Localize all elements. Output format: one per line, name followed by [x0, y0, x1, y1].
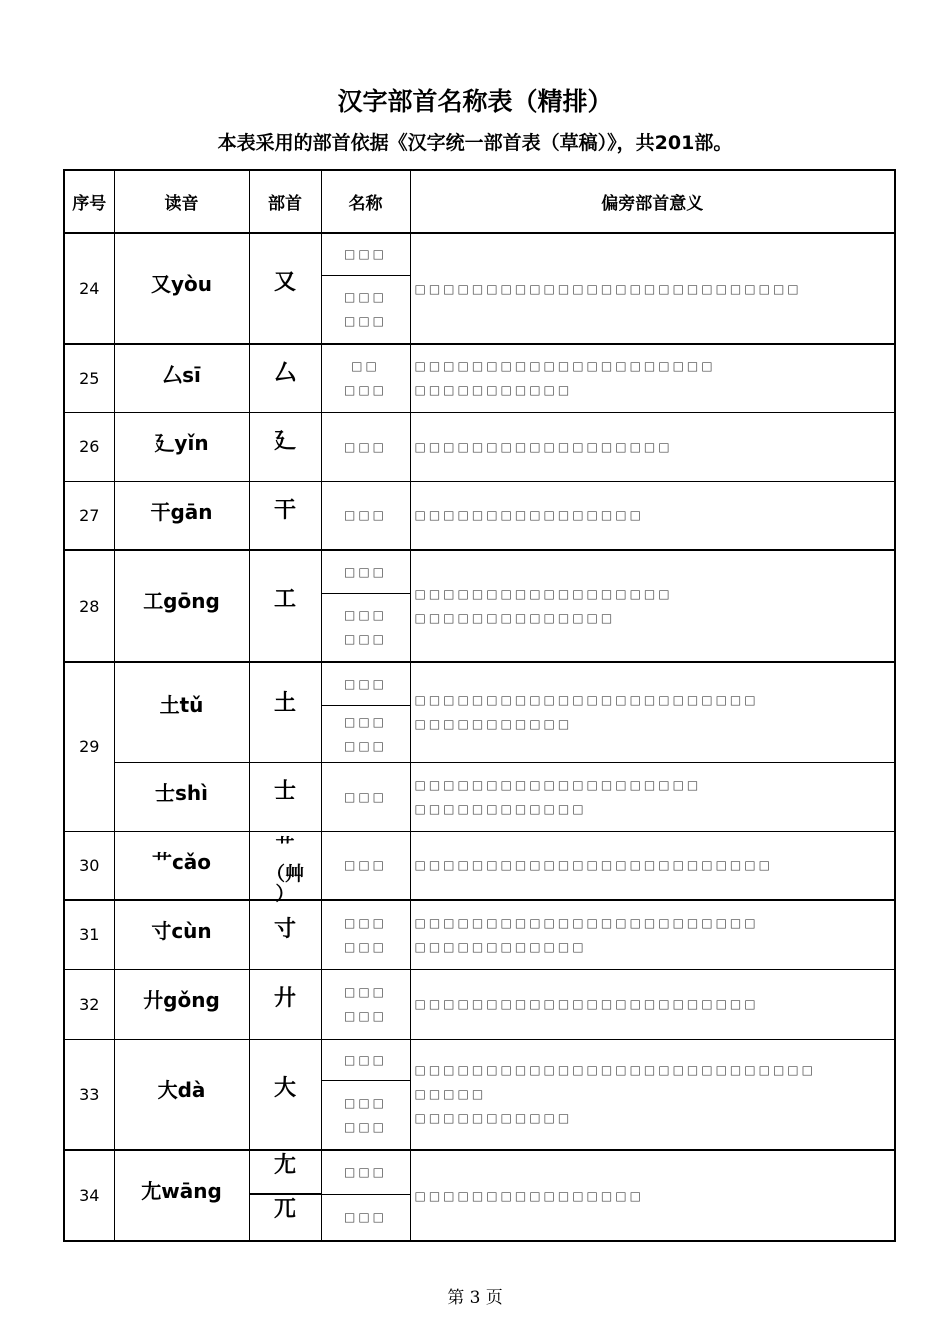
row-reading: 廴yǐn [114, 412, 249, 481]
row-meaning: □□□□□□□□□□□□□□□□□□ □□□□□□□□□□□□□□ [410, 550, 895, 662]
row-reading: 工gōng [114, 550, 249, 662]
row-reading: 尢wāng [114, 1150, 249, 1241]
table-header [64, 170, 895, 233]
row-meaning: □□□□□□□□□□□□□□□□□□□□□□□□□□□□ □□□□□ □□□□□□□□□□□ [410, 1039, 895, 1150]
row-reading: 廾gǒng [114, 969, 249, 1039]
row-seq: 34 [64, 1150, 114, 1241]
header-reading: 读音 [114, 170, 249, 233]
row-meaning: □□□□□□□□□□□□□□□□□□□□□ □□□□□□□□□□□ [410, 344, 895, 412]
table-row [64, 662, 895, 705]
table-row [64, 550, 895, 593]
row-radical: 干 [249, 481, 321, 550]
row-name: □□□ [321, 662, 410, 705]
row-seq: 27 [64, 481, 114, 550]
header-radical: 部首 [249, 170, 321, 233]
table-row [64, 831, 895, 900]
row-radical: 兀 [249, 1194, 321, 1241]
table-row [64, 762, 895, 831]
row-seq: 24 [64, 233, 114, 344]
row-meaning: □□□□□□□□□□□□□□□□□□□□□□□□ [410, 969, 895, 1039]
header-seq: 序号 [64, 170, 114, 233]
table-row [64, 344, 895, 412]
row-radical: 廴 [249, 412, 321, 481]
row-name: □□ □□□ [321, 344, 410, 412]
row-name: □□□ [321, 481, 410, 550]
row-radical: 廾 [249, 969, 321, 1039]
row-name: □□□ □□□ [321, 275, 410, 344]
row-name: □□□ □□□ [321, 705, 410, 762]
row-radical: 厶 [249, 344, 321, 412]
table-row [64, 481, 895, 550]
table-row [64, 900, 895, 969]
row-name: □□□ [321, 412, 410, 481]
row-meaning: □□□□□□□□□□□□□□□□□□□□□□□□ □□□□□□□□□□□□ [410, 900, 895, 969]
row-reading: 士shì [114, 762, 249, 831]
table-row [64, 412, 895, 481]
row-reading: 寸cùn [114, 900, 249, 969]
row-seq: 31 [64, 900, 114, 969]
row-reading: 大dà [114, 1039, 249, 1150]
row-seq: 33 [64, 1039, 114, 1150]
row-name: □□□ [321, 550, 410, 593]
row-meaning: □□□□□□□□□□□□□□□□□□□□ □□□□□□□□□□□□ [410, 762, 895, 831]
row-seq: 26 [64, 412, 114, 481]
table-row [64, 233, 895, 275]
table-row [64, 969, 895, 1039]
row-meaning: □□□□□□□□□□□□□□□□ [410, 1150, 895, 1241]
row-reading: 厶sī [114, 344, 249, 412]
row-radical: 大 [249, 1039, 321, 1150]
row-radical: 士 [249, 762, 321, 831]
row-meaning: □□□□□□□□□□□□□□□□□□□□□□□□□□□ [410, 233, 895, 344]
row-name: □□□ □□□ [321, 900, 410, 969]
row-name: □□□ [321, 1039, 410, 1080]
row-meaning: □□□□□□□□□□□□□□□□ [410, 481, 895, 550]
row-reading: 土tǔ [114, 662, 249, 762]
row-reading: 又yòu [114, 233, 249, 344]
row-radical: 艹 （艸 ） [249, 831, 321, 900]
row-meaning: □□□□□□□□□□□□□□□□□□ [410, 412, 895, 481]
row-name: □□□ □□□ [321, 1080, 410, 1150]
row-meaning: □□□□□□□□□□□□□□□□□□□□□□□□ □□□□□□□□□□□ [410, 662, 895, 762]
row-seq: 30 [64, 831, 114, 900]
row-seq: 32 [64, 969, 114, 1039]
row-reading: 干gān [114, 481, 249, 550]
row-name: □□□ [321, 831, 410, 900]
page-subtitle: 本表采用的部首依据《汉字统一部首表（草稿）》，共201部。 [217, 132, 733, 154]
row-seq: 25 [64, 344, 114, 412]
row-name: □□□ □□□ [321, 593, 410, 662]
page-number: 第 3 页 [447, 1288, 503, 1308]
row-seq: 29 [64, 662, 114, 831]
row-radical: 寸 [249, 900, 321, 969]
table-row [64, 1150, 895, 1194]
radical-table [63, 169, 896, 1242]
row-reading: 艹cǎo [114, 831, 249, 900]
row-name: □□□ [321, 233, 410, 275]
row-radical: 尢 [249, 1150, 321, 1194]
row-seq: 28 [64, 550, 114, 662]
table-row [64, 1039, 895, 1080]
row-radical: 又 [249, 233, 321, 344]
row-name: □□□ □□□ [321, 969, 410, 1039]
row-meaning: □□□□□□□□□□□□□□□□□□□□□□□□□ [410, 831, 895, 900]
row-name: □□□ [321, 1150, 410, 1194]
row-name: □□□ [321, 1194, 410, 1241]
page-title: 汉字部首名称表（精排） [337, 87, 613, 116]
row-radical: 工 [249, 550, 321, 662]
header-name: 名称 [321, 170, 410, 233]
row-name: □□□ [321, 762, 410, 831]
row-radical: 土 [249, 662, 321, 762]
header-meaning: 偏旁部首意义 [410, 170, 895, 233]
